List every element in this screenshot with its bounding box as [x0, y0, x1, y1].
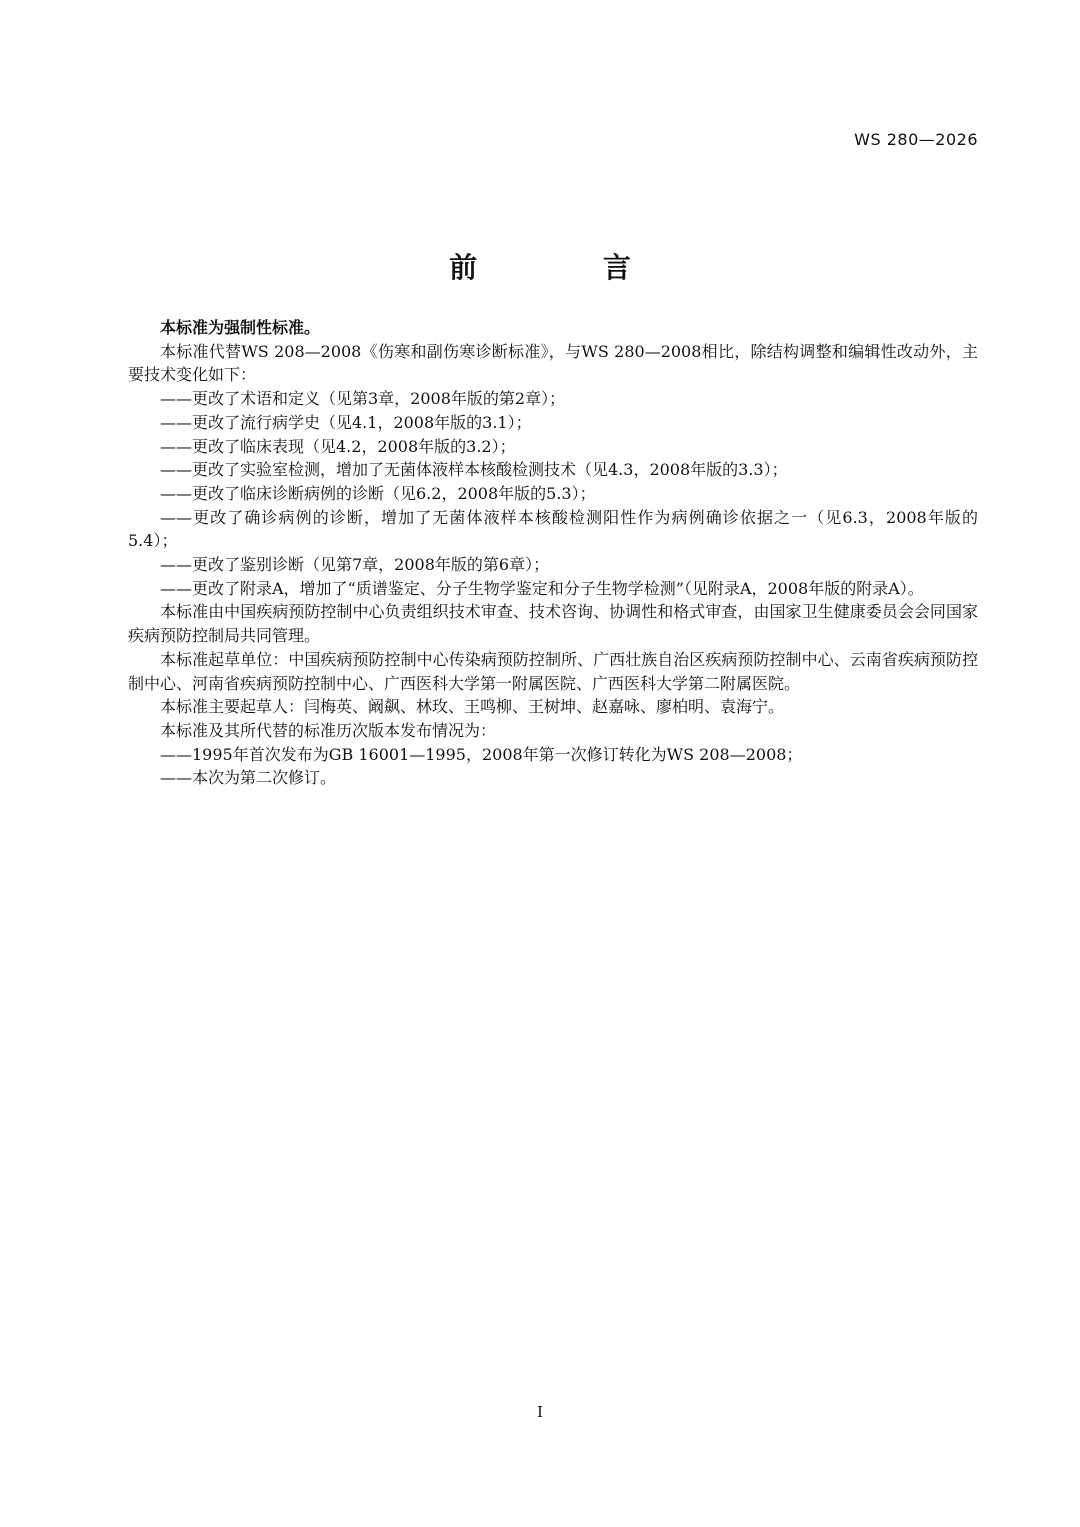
list-item-change: ——更改了附录A，增加了“质谱鉴定、分子生物学鉴定和分子生物学检测”（见附录A，2008年版的附录A）。 — [160, 578, 924, 598]
paragraph-management: 本标准由中国疾病预防控制中心负责组织技术审查、技术咨询、协调性和格式审查，由国家卫生健康委员会会同国家疾病预防控制局共同管理。 — [128, 602, 978, 646]
list-item-history: ——本次为第二次修订。 — [160, 768, 337, 788]
paragraph-drafters: 本标准主要起草人：闫梅英、阚飙、林玫、王鸣柳、王树坤、赵嘉咏、廖柏明、袁海宁。 — [160, 697, 785, 717]
paragraph-drafting-units: 本标准起草单位：中国疾病预防控制中心传染病预防控制所、广西壮族自治区疾病预防控制中心、云南省疾病预防控制中心、河南省疾病预防控制中心、广西医科大学第一附属医院、广西医科大学第二附属医院。 — [128, 649, 978, 693]
paragraph-replacement-statement: 本标准代替WS 208—2008《伤寒和副伤寒诊断标准》，与WS 280—2008相比，除结构调整和编辑性改动外，主要技术变化如下： — [128, 341, 978, 385]
list-item-change: ——更改了流行病学史（见4.1，2008年版的3.1）； — [160, 412, 532, 432]
list-item-change: ——更改了确诊病例的诊断，增加了无菌体液样本核酸检测阳性作为病例确诊依据之一（见6.3，2008年版的5.4）； — [128, 507, 978, 551]
list-item-history: ——1995年首次发布为GB 16001—1995，2008年第一次修订转化为WS 208—2008； — [160, 744, 803, 764]
paragraph-history-intro: 本标准及其所代替的标准历次版本发布情况为： — [160, 720, 497, 740]
list-item-change: ——更改了术语和定义（见第3章，2008年版的第2章）； — [160, 389, 566, 409]
list-item-change: ——更改了实验室检测，增加了无菌体液样本核酸检测技术（见4.3，2008年版的3.3）； — [160, 460, 788, 480]
list-item-change: ——更改了临床诊断病例的诊断（见6.2，2008年版的5.3）； — [160, 483, 596, 503]
page-title: 前 言 — [449, 251, 689, 284]
list-item-change: ——更改了临床表现（见4.2，2008年版的3.2）； — [160, 436, 516, 456]
page-number: I — [537, 1403, 543, 1421]
list-item-change: ——更改了鉴别诊断（见第7章，2008年版的第6章）； — [160, 555, 550, 575]
paragraph-mandatory-statement: 本标准为强制性标准。 — [160, 318, 321, 337]
standard-code: WS 280—2026 — [854, 130, 978, 149]
foreword-body — [128, 316, 978, 790]
